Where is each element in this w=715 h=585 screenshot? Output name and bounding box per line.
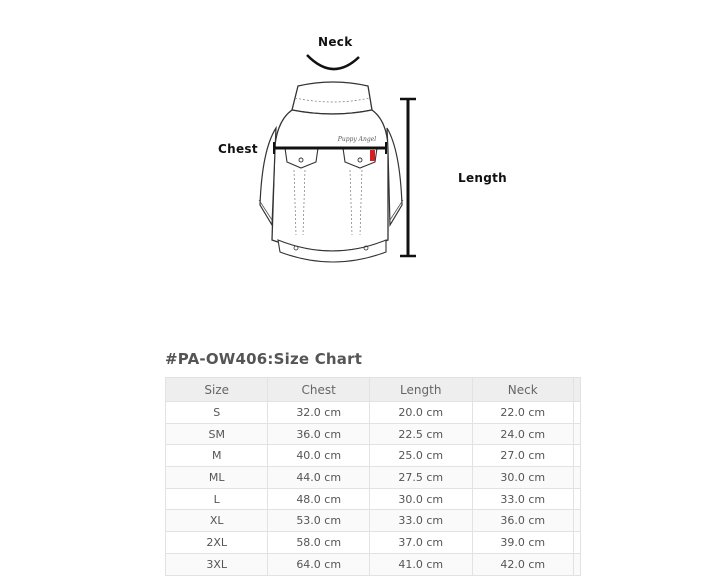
- cell-chest: 36.0 cm: [268, 423, 370, 445]
- cell-neck: 27.0 cm: [472, 445, 573, 467]
- cell-size: 3XL: [166, 553, 268, 575]
- red-tag: [370, 150, 375, 161]
- jacket-body: [272, 110, 388, 251]
- cell-chest: 44.0 cm: [268, 467, 370, 489]
- neck-label: Neck: [318, 35, 353, 49]
- table-row: [166, 423, 581, 445]
- neck-measure-arc: [307, 55, 359, 69]
- table-row: [166, 532, 581, 554]
- table-row: [166, 488, 581, 510]
- table-row: [166, 445, 581, 467]
- cell-chest: 48.0 cm: [268, 488, 370, 510]
- cell-spacer: [574, 445, 581, 467]
- size-chart-table: [165, 377, 581, 576]
- cell-spacer: [574, 510, 581, 532]
- chest-label: Chest: [218, 142, 258, 156]
- table-row: [166, 402, 581, 424]
- cell-neck: 39.0 cm: [472, 532, 573, 554]
- column-header-length: Length: [369, 378, 472, 402]
- cell-chest: 64.0 cm: [268, 553, 370, 575]
- cell-length: 30.0 cm: [369, 488, 472, 510]
- cell-neck: 22.0 cm: [472, 402, 573, 424]
- cell-size: M: [166, 445, 268, 467]
- cell-chest: 40.0 cm: [268, 445, 370, 467]
- cell-length: 27.5 cm: [369, 467, 472, 489]
- table-header-row: [166, 378, 581, 402]
- cell-length: 41.0 cm: [369, 553, 472, 575]
- table-row: [166, 510, 581, 532]
- cell-size: 2XL: [166, 532, 268, 554]
- jacket-right-sleeve: [387, 128, 402, 225]
- cell-chest: 58.0 cm: [268, 532, 370, 554]
- brand-script-mark: Puppy Angel: [337, 136, 377, 143]
- cell-size: SM: [166, 423, 268, 445]
- column-header-chest: Chest: [268, 378, 370, 402]
- cell-neck: 33.0 cm: [472, 488, 573, 510]
- cell-spacer: [574, 423, 581, 445]
- cell-spacer: [574, 553, 581, 575]
- cell-size: L: [166, 488, 268, 510]
- column-header-size: Size: [166, 378, 268, 402]
- table-row: [166, 553, 581, 575]
- cell-chest: 32.0 cm: [268, 402, 370, 424]
- cell-size: S: [166, 402, 268, 424]
- jacket-collar: [292, 82, 372, 114]
- cell-neck: 36.0 cm: [472, 510, 573, 532]
- cell-spacer: [574, 488, 581, 510]
- cell-neck: 30.0 cm: [472, 467, 573, 489]
- cell-spacer: [574, 532, 581, 554]
- cell-length: 37.0 cm: [369, 532, 472, 554]
- length-label: Length: [458, 171, 507, 185]
- table-row: [166, 467, 581, 489]
- column-header-neck: Neck: [472, 378, 573, 402]
- cell-neck: 42.0 cm: [472, 553, 573, 575]
- cell-length: 20.0 cm: [369, 402, 472, 424]
- cell-length: 25.0 cm: [369, 445, 472, 467]
- cell-neck: 24.0 cm: [472, 423, 573, 445]
- cell-spacer: [574, 467, 581, 489]
- size-chart-title: #PA-OW406:Size Chart: [165, 350, 363, 368]
- column-header-spacer: [574, 378, 581, 402]
- cell-size: ML: [166, 467, 268, 489]
- cell-size: XL: [166, 510, 268, 532]
- cell-length: 22.5 cm: [369, 423, 472, 445]
- cell-spacer: [574, 402, 581, 424]
- cell-length: 33.0 cm: [369, 510, 472, 532]
- cell-chest: 53.0 cm: [268, 510, 370, 532]
